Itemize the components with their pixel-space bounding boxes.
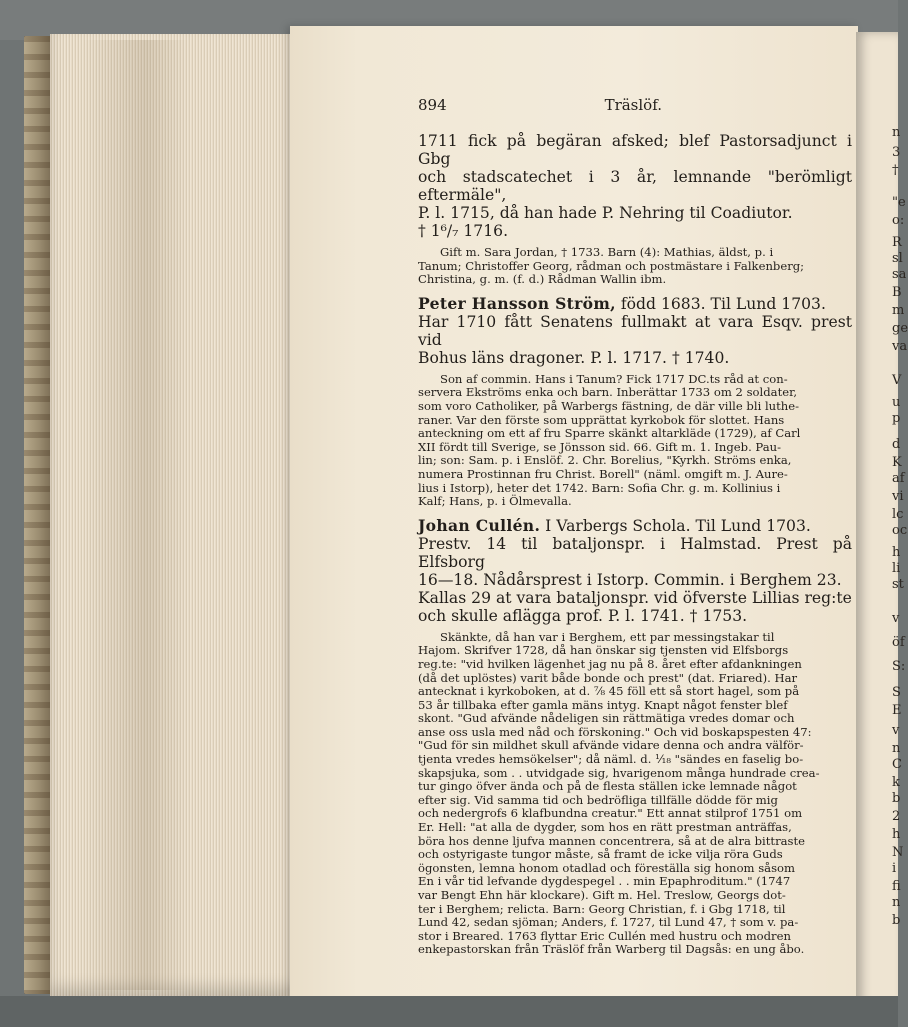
adjacent-page-fragment: ge (892, 321, 908, 336)
adjacent-page-fragment: b (892, 791, 901, 806)
text-line: skont. "Gud afvände nådeligen sin rättmätiga vredes domar och (418, 711, 795, 726)
text-line: antecknat i kyrkoboken, at d. ⅞ 45 föll ett så stort hagel, som på (418, 684, 800, 699)
adjacent-page-fragment: v (892, 611, 900, 626)
text-line: Prestv. 14 til bataljonspr. i Halmstad. Prest på Elfsborg (418, 534, 852, 571)
text-line: Kalf; Hans, p. i Ölmevalla. (418, 494, 572, 509)
adjacent-page-fragment: fi (892, 879, 901, 894)
adjacent-page-fragment: h (892, 827, 901, 842)
adjacent-page-fragment: oc (892, 523, 908, 538)
text-line: 53 år tillbaka efter gamla mäns intyg. Knapt något fenster blef (418, 697, 788, 712)
note-block (418, 373, 852, 509)
text-line: 16—18. Nådårsprest i Istorp. Commin. i Berghem 23. (418, 570, 842, 589)
note-block (418, 631, 852, 957)
text-line: och stadscatechet i 3 år, lemnande "berömligt eftermäle", (418, 168, 852, 204)
adjacent-page-fragment: k (892, 775, 900, 790)
adjacent-page-fragment: S: (892, 659, 906, 674)
text-line: var Bengt Ehn här klockare). Gift m. Hel. Treslow, Georgs dot- (418, 888, 786, 902)
adjacent-page-fragment: sa (892, 267, 907, 282)
text-line: efter sig. Vid samma tid och bedröfliga tillfälle dödde för mig (418, 792, 778, 807)
adjacent-page-fragment: h (892, 545, 901, 560)
adjacent-page-fragment: i (892, 861, 897, 876)
text-line: † 1⁶/₇ 1716. (418, 222, 509, 240)
adjacent-page-fragment: R (892, 235, 902, 250)
page-stack-shadow (80, 40, 190, 990)
text-line: 1711 fick på begäran afsked; blef Pastorsadjunct i Gbg (418, 132, 852, 168)
text-line: och skulle aflägga prof. P. l. 1741. † 1753. (418, 606, 748, 625)
text-line: reg.te: "vid hvilken lägenhet jag nu på 8. året efter afdankningen (418, 656, 802, 671)
page-header (418, 96, 852, 132)
entry-name: Johan Cullén. (418, 515, 541, 535)
text-line: anse oss usla med nåd och förskoning." Och vid boskapspesten 47: (418, 724, 812, 739)
entry-block (418, 295, 852, 367)
adjacent-page-fragment: † (892, 163, 899, 178)
book-cover-edge (24, 36, 52, 994)
adjacent-page-fragment: u (892, 395, 901, 410)
text-line: Bohus läns dragoner. P. l. 1717. † 1740. (418, 348, 730, 367)
text-line: Er. Hell: "at alla de dygder, som hos en rätt prestman anträffas, (418, 820, 792, 835)
adjacent-page-fragment: E (892, 703, 902, 718)
text-line: ögonsten, lemna honom otadlad och föreställa sig honom såsom (418, 860, 796, 875)
entry-block (418, 517, 852, 625)
adjacent-page-fragment: d (892, 437, 901, 452)
adjacent-page-fragment: K (892, 455, 902, 470)
text-line: (då det uplöstes) varit både bonde och prest" (dat. Friared). Har (418, 670, 798, 685)
text-line: lius i Istorp), heter det 1742. Barn: Sofia Chr. g. m. Kollinius i (418, 480, 781, 495)
text-line: som voro Catholiker, på Warbergs fästning, de där ville bli luthe- (418, 398, 800, 413)
adjacent-page-fragment: N (892, 845, 904, 860)
text-line: P. l. 1715, då han hade P. Nehring til Coadiutor. (418, 204, 793, 222)
text-line: och ostyrigaste tungor måste, så framt de icke vilja röra Guds (418, 847, 783, 862)
adjacent-page-fragment: n (892, 741, 901, 756)
adjacent-page-fragment: p (892, 411, 901, 426)
text-line: Johan Cullén. I Varbergs Schola. Til Lund 1703. (418, 515, 811, 535)
adjacent-page-fragment: va (892, 339, 908, 354)
adjacent-page-fragment: o: (892, 213, 905, 228)
adjacent-page-fragment: sl (892, 251, 903, 266)
text-line: Lund 42, sedan sjöman; Anders, f. 1727, til Lund 47, † som v. pa- (418, 915, 799, 930)
adjacent-page-fragment: 2 (892, 809, 901, 824)
adjacent-page-fragment: st (892, 577, 904, 592)
text-body (418, 132, 852, 957)
running-title: Träslöf. (604, 96, 662, 114)
text-line: böra hos denne ljufva mannen concentrera, så at de alra bittraste (418, 833, 805, 848)
text-line: Har 1710 fått Senatens fullmakt at vara Esqv. prest vid (418, 312, 852, 349)
text-line: lin; son: Sam. p. i Enslöf. 2. Chr. Borelius, "Kyrkh. Ströms enka, (418, 453, 792, 468)
adjacent-page-fragment: lc (892, 507, 904, 522)
text-line: ter i Berghem; relicta. Barn: Georg Christian, f. i Gbg 1718, til (418, 901, 786, 916)
adjacent-page-fragment: S (892, 685, 901, 700)
note-block (418, 246, 852, 287)
adjacent-page-fragment: n (892, 125, 901, 140)
adjacent-page-fragment: öf (892, 635, 905, 650)
adjacent-page-fragment: li (892, 561, 901, 576)
text-line: "Gud för sin mildhet skull afvände vidare denna och andra välför- (418, 738, 804, 753)
text-line: och nedergrofs 6 klafbundna creatur." Ett annat stilprof 1751 om (418, 806, 803, 821)
text-line: tjenta vredes hemsökelser"; då näml. d. ¹⁄₁₈ "sändes en faselig bo- (418, 752, 804, 767)
text-line: numera Prostinnan fru Christ. Borell" (näml. omgift m. J. Aure- (418, 466, 788, 481)
text-line: Peter Hansson Ström, född 1683. Til Lund 1703. (418, 293, 826, 313)
background-bottom (0, 996, 898, 1027)
text-line: enkepastorskan från Träslöf från Warberg til Dagsås: en ung åbo. (418, 942, 805, 957)
text-line: servera Ekströms enka och barn. Inberättar 1733 om 2 soldater, (418, 385, 798, 400)
text-line: skapsjuka, som . . utvidgade sig, hvarigenom många hundrade crea- (418, 765, 820, 780)
adjacent-page-fragment: b (892, 913, 901, 928)
text-line: Son af commin. Hans i Tanum? Fick 1717 DC.ts råd at con- (440, 371, 788, 386)
text-line: Hajom. Skrifver 1728, då han önskar sig tjensten vid Elfsborgs (418, 643, 789, 658)
entry-name: Peter Hansson Ström, (418, 293, 616, 313)
text-line: En i vår tid lefvande dygdespegel . . min Epaphroditum." (1747 (418, 874, 791, 889)
text-line: Kallas 29 at vara bataljonspr. vid öfverste Lillias reg:te (418, 588, 852, 607)
text-line: Gift m. Sara Jordan, † 1733. Barn (4): Mathias, äldst, p. i (440, 245, 774, 259)
text-line: tur gingo öfver ända och på de flesta ställen icke lemnade något (418, 779, 797, 794)
adjacent-page-fragment: v (892, 723, 900, 738)
adjacent-page-fragment: "e (892, 195, 906, 210)
text-line: anteckning om ett af fru Sparre skänkt altarkläde (1729), af Carl (418, 426, 801, 441)
text-line: raner. Var den förste som upprättat kyrkobok för slottet. Hans (418, 412, 785, 427)
adjacent-page-fragment: af (892, 471, 905, 486)
adjacent-page-fragment: n (892, 895, 901, 910)
adjacent-page-fragment: 3 (892, 145, 901, 160)
page-number: 894 (418, 96, 447, 114)
text-line: stor i Breared. 1763 flyttar Eric Cullén med hustru och modren (418, 928, 791, 943)
adjacent-page-fragment: C (892, 757, 902, 772)
adjacent-page-fragment: m (892, 303, 905, 318)
text-line: Skänkte, då han var i Berghem, ett par messingstakar til (440, 629, 775, 644)
text-line: Christina, g. m. (f. d.) Rådman Wallin ibm. (418, 272, 667, 287)
text-line: Tanum; Christoffer Georg, rådman och postmästare i Falkenberg; (418, 258, 805, 273)
text-block (418, 132, 852, 240)
page-content (418, 96, 852, 957)
text-line: XII fördt till Sverige, se Jönsson sid. 66. Gift m. 1. Ingeb. Pau- (418, 439, 782, 454)
adjacent-page-fragment: B (892, 285, 902, 300)
adjacent-page (856, 32, 908, 1012)
adjacent-page-fragment: V (892, 373, 902, 388)
adjacent-page-fragment: vi (892, 489, 904, 504)
